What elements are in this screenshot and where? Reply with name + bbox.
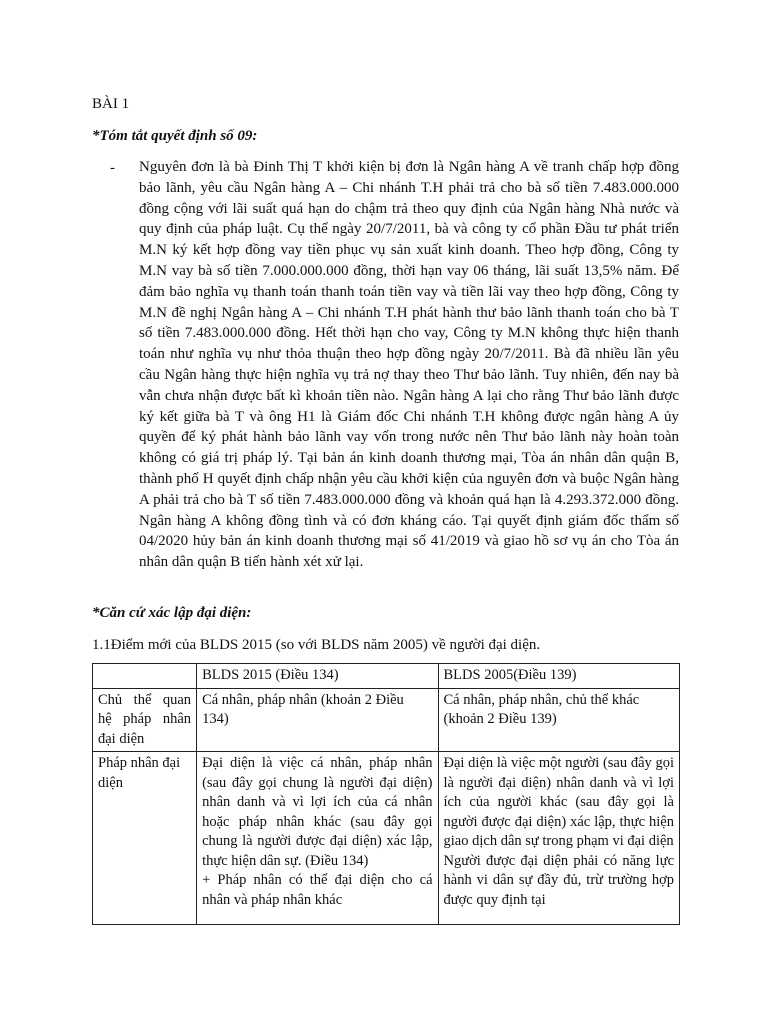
blds-2015-definition: Đại diện là việc cá nhân, pháp nhân (sau đây gọi chung là người đại diện) nhân danh và vì lợi ích của cá nhân hoặc pháp nhân khác (sau đây gọi chung là người được đại diện) xác lập, thực hiện dân sự. (Điều 134) [202, 755, 433, 869]
basis-heading: *Căn cứ xác lập đại diện: [92, 605, 252, 621]
table-header-row [93, 664, 680, 689]
blds-2015-cell: Cá nhân, pháp nhân (khoản 2 Điều 134) [197, 688, 438, 752]
table-header-cell: BLDS 2015 (Điều 134) [197, 664, 438, 689]
table-header-cell: BLDS 2005(Điều 139) [438, 664, 679, 689]
subsection-heading: 1.1Điểm mới của BLDS 2015 (so với BLDS năm 2005) về người đại diện. [92, 637, 541, 653]
table-header-cell [93, 664, 197, 689]
blds-2005-note: Người được đại diện phải có năng lực hành vi dân sự đầy đủ, trừ trường hợp được quy định tại [443, 852, 674, 908]
blds-2015-note: + Pháp nhân có thể đại diện cho cá nhân và pháp nhân khác [202, 872, 433, 908]
row-label-cell: Pháp nhân đại diện [93, 752, 197, 925]
table-row [93, 752, 680, 925]
blds-2005-cell: Cá nhân, pháp nhân, chủ thể khác (khoản 2 Điều 139) [438, 688, 679, 752]
blds-2005-definition: Đại diện là việc một người (sau đây gọi là người đại diện) nhân danh và vì lợi ích của người khác (sau đây gọi là người được đại diện) xác lập, thực hiện giao dịch dân sự trong phạm vi đại diện [443, 755, 674, 849]
document-title: BÀI 1 [92, 96, 130, 112]
blds-2015-cell [197, 752, 438, 925]
table-row [93, 688, 680, 752]
bullet-dash: - [110, 160, 115, 176]
comparison-table [92, 663, 680, 925]
summary-paragraph: Nguyên đơn là bà Đinh Thị T khởi kiện bị đơn là Ngân hàng A về tranh chấp hợp đồng bảo lãnh, yêu cầu Ngân hàng A – Chi nhánh T.H phải trả cho bà số tiền 7.483.000.000 đồng cộng với lãi suất quá hạn do chậm trả theo quy định của Ngân hàng Nhà nước và quy định của pháp luật. Cụ thể ngày 20/7/2011, bà và công ty cổ phần Đầu tư phát triển M.N ký kết hợp đồng vay tiền phục vụ sản xuất kinh doanh. Theo hợp đồng, Công ty M.N vay bà số tiền 7.000.000.000 đồng, thời hạn vay 06 tháng, lãi suất 13,5% năm. Để đảm bảo nghĩa vụ thanh toán thanh toán tiền vay và tiền lãi vay theo hợp đồng, Công ty M.N đề nghị Ngân hàng A – Chi nhánh T.H phát hành thư bảo lãnh thanh toán cho bà T số tiền 7.483.000.000 đồng. Hết thời hạn cho vay, Công ty M.N không thực hiện thanh toán như nghĩa vụ như thỏa thuận theo hợp đồng ngày 20/7/2011. Bà đã nhiều lần yêu cầu Ngân hàng thực hiện nghĩa vụ trả nợ thay theo Thư bảo lãnh. Tuy nhiên, đến nay bà vẫn chưa nhận được bất kì khoản tiền nào. Ngân hàng A lại cho rằng Thư bảo lãnh được ký kết giữa bà T và ông H1 là Giám đốc Chi nhánh T.H không được ngân hàng A ủy quyền để ký phát hành bảo lãnh vay vốn trong nước nên Thư bảo lãnh này hoàn toàn không có giá trị pháp lý. Tại bản án kinh doanh thương mại, Tòa án nhân dân quận B, thành phố H quyết định chấp nhận yêu cầu khởi kiện của nguyên đơn và buộc Ngân hàng A phải trả cho bà T số tiền 7.483.000.000 đồng và khoản quá hạn là 4.293.372.000 đồng. Ngân hàng A không đồng tình và có đơn kháng cáo. Tại quyết định giám đốc thẩm số 04/2020 hủy bản án kinh doanh thương mại số 41/2019 và giao hồ sơ vụ án cho Tòa án nhân dân quận B tiến hành xét xử lại. [139, 159, 679, 571]
row-label-cell: Chủ thể quan hệ pháp nhân đại diện [93, 688, 197, 752]
blds-2005-cell [438, 752, 679, 925]
summary-heading: *Tóm tắt quyết định số 09: [92, 128, 258, 144]
